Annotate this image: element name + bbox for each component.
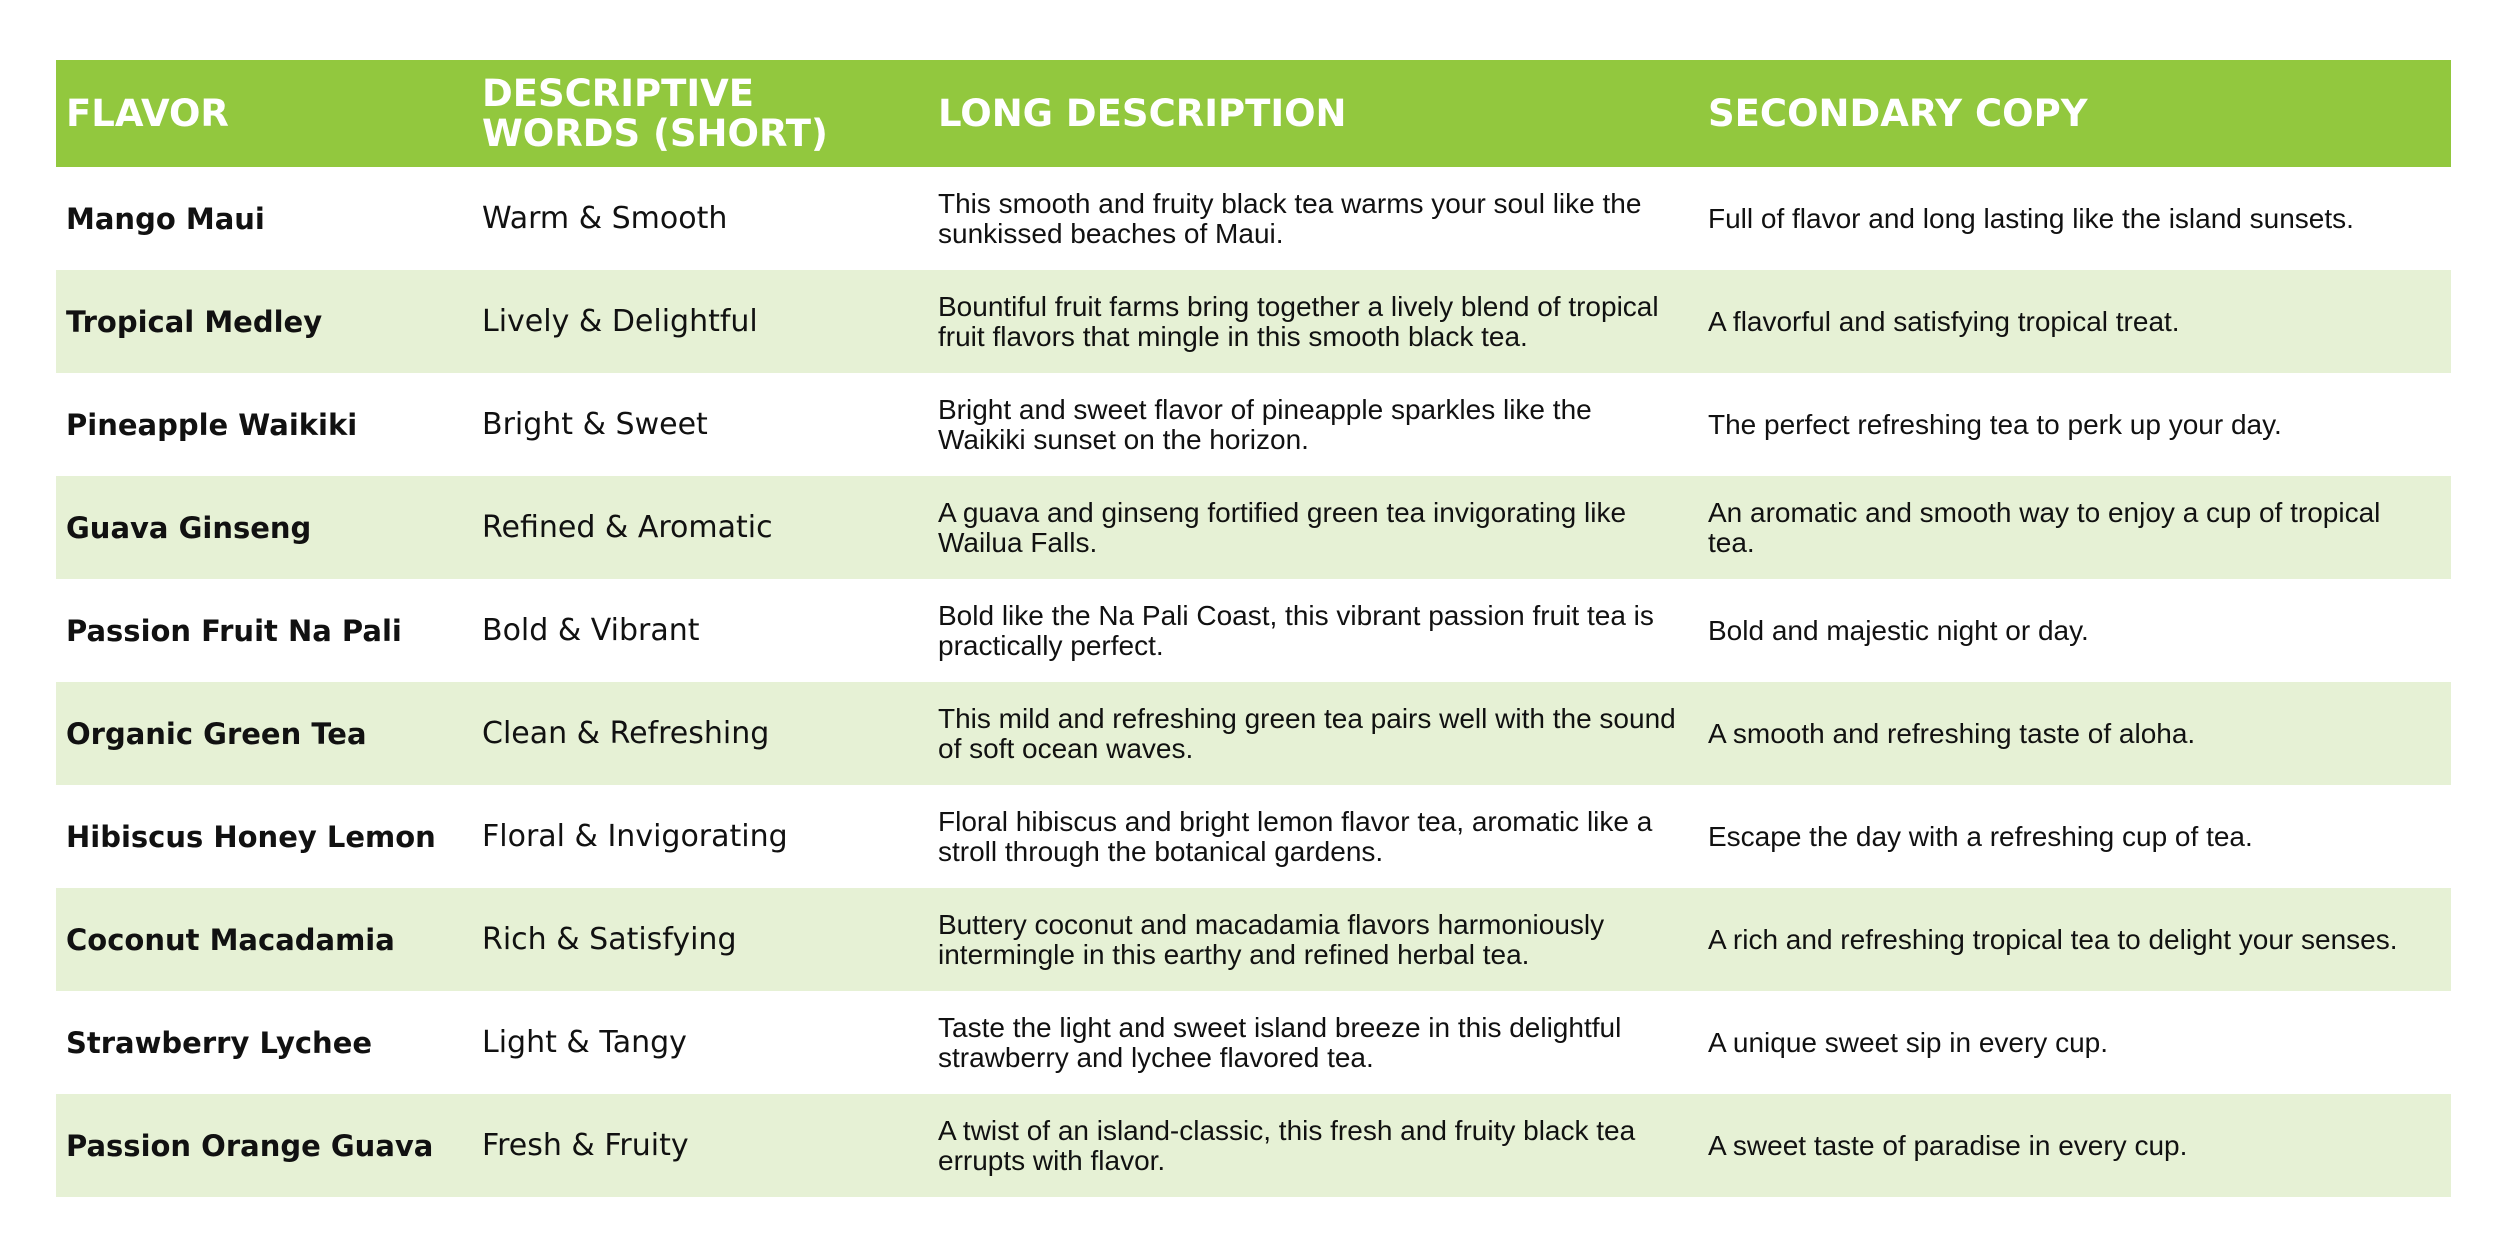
descriptive-words: Refined & Aromatic xyxy=(482,510,773,545)
table-row xyxy=(56,785,2451,888)
long-description: A twist of an island-classic, this fresh and fruity black tea errupts with flavor. xyxy=(938,1114,1636,1176)
descriptive-words: Lively & Delightful xyxy=(482,304,758,339)
header-secondary-copy: SECONDARY COPY xyxy=(1708,91,2088,135)
table-row xyxy=(56,682,2451,785)
secondary-copy: Escape the day with a refreshing cup of tea. xyxy=(1708,820,2253,852)
secondary-copy: A flavorful and satisfying tropical treat. xyxy=(1708,305,2180,337)
table-row xyxy=(56,476,2451,579)
secondary-copy: An aromatic and smooth way to enjoy a cup of tropical tea. xyxy=(1708,496,2381,558)
table-row xyxy=(56,888,2451,991)
secondary-copy: A rich and refreshing tropical tea to delight your senses. xyxy=(1708,923,2398,955)
descriptive-words: Bold & Vibrant xyxy=(482,613,700,648)
header-long-description: LONG DESCRIPTION xyxy=(938,91,1347,135)
flavor-name: Passion Fruit Na Pali xyxy=(66,613,402,648)
secondary-copy: A sweet taste of paradise in every cup. xyxy=(1708,1129,2188,1161)
table-row xyxy=(56,991,2451,1094)
long-description: Buttery coconut and macadamia flavors harmoniously intermingle in this earthy and refined herbal tea. xyxy=(938,908,1605,970)
table-header xyxy=(56,60,2451,167)
flavor-name: Pineapple Waikiki xyxy=(66,407,358,442)
table-row xyxy=(56,270,2451,373)
flavor-name: Mango Maui xyxy=(66,201,265,236)
table-row xyxy=(56,373,2451,476)
descriptive-words: Light & Tangy xyxy=(482,1025,687,1060)
secondary-copy: Full of flavor and long lasting like the island sunsets. xyxy=(1708,202,2354,234)
flavor-table xyxy=(56,60,2451,1197)
flavor-name: Coconut Macadamia xyxy=(66,922,395,957)
descriptive-words: Rich & Satisfying xyxy=(482,922,737,957)
long-description: Floral hibiscus and bright lemon flavor tea, aromatic like a stroll through the botanical gardens. xyxy=(938,805,1653,867)
flavor-name: Hibiscus Honey Lemon xyxy=(66,819,436,854)
long-description: Bright and sweet flavor of pineapple sparkles like the Waikiki sunset on the horizon. xyxy=(938,393,1592,455)
table-row xyxy=(56,167,2451,270)
secondary-copy: A unique sweet sip in every cup. xyxy=(1708,1026,2109,1058)
header-flavor: FLAVOR xyxy=(66,91,229,135)
secondary-copy: The perfect refreshing tea to perk up your day. xyxy=(1708,408,2282,440)
flavor-name: Guava Ginseng xyxy=(66,510,312,545)
table-row xyxy=(56,1094,2451,1197)
descriptive-words: Floral & Invigorating xyxy=(482,819,788,854)
table-row xyxy=(56,579,2451,682)
header-descriptive-words: DESCRIPTIVE WORDS (SHORT) xyxy=(482,71,828,155)
long-description: This smooth and fruity black tea warms your soul like the sunkissed beaches of Maui. xyxy=(938,187,1642,249)
flavor-name: Strawberry Lychee xyxy=(66,1025,373,1060)
descriptive-words: Bright & Sweet xyxy=(482,407,708,442)
descriptive-words: Warm & Smooth xyxy=(482,201,728,236)
descriptive-words: Fresh & Fruity xyxy=(482,1128,689,1163)
flavor-name: Tropical Medley xyxy=(66,304,323,339)
secondary-copy: Bold and majestic night or day. xyxy=(1708,614,2089,646)
descriptive-words: Clean & Refreshing xyxy=(482,716,770,751)
long-description: Taste the light and sweet island breeze in this delightful strawberry and lychee flavored tea. xyxy=(938,1011,1622,1073)
long-description: This mild and refreshing green tea pairs well with the sound of soft ocean waves. xyxy=(938,702,1676,764)
flavor-name: Passion Orange Guava xyxy=(66,1128,434,1163)
secondary-copy: A smooth and refreshing taste of aloha. xyxy=(1708,717,2196,749)
long-description: Bountiful fruit farms bring together a lively blend of tropical fruit flavors that mingle in this smooth black tea. xyxy=(938,290,1659,352)
flavor-name: Organic Green Tea xyxy=(66,716,367,751)
long-description: Bold like the Na Pali Coast, this vibrant passion fruit tea is practically perfect. xyxy=(938,599,1654,661)
long-description: A guava and ginseng fortified green tea invigorating like Wailua Falls. xyxy=(938,496,1627,558)
